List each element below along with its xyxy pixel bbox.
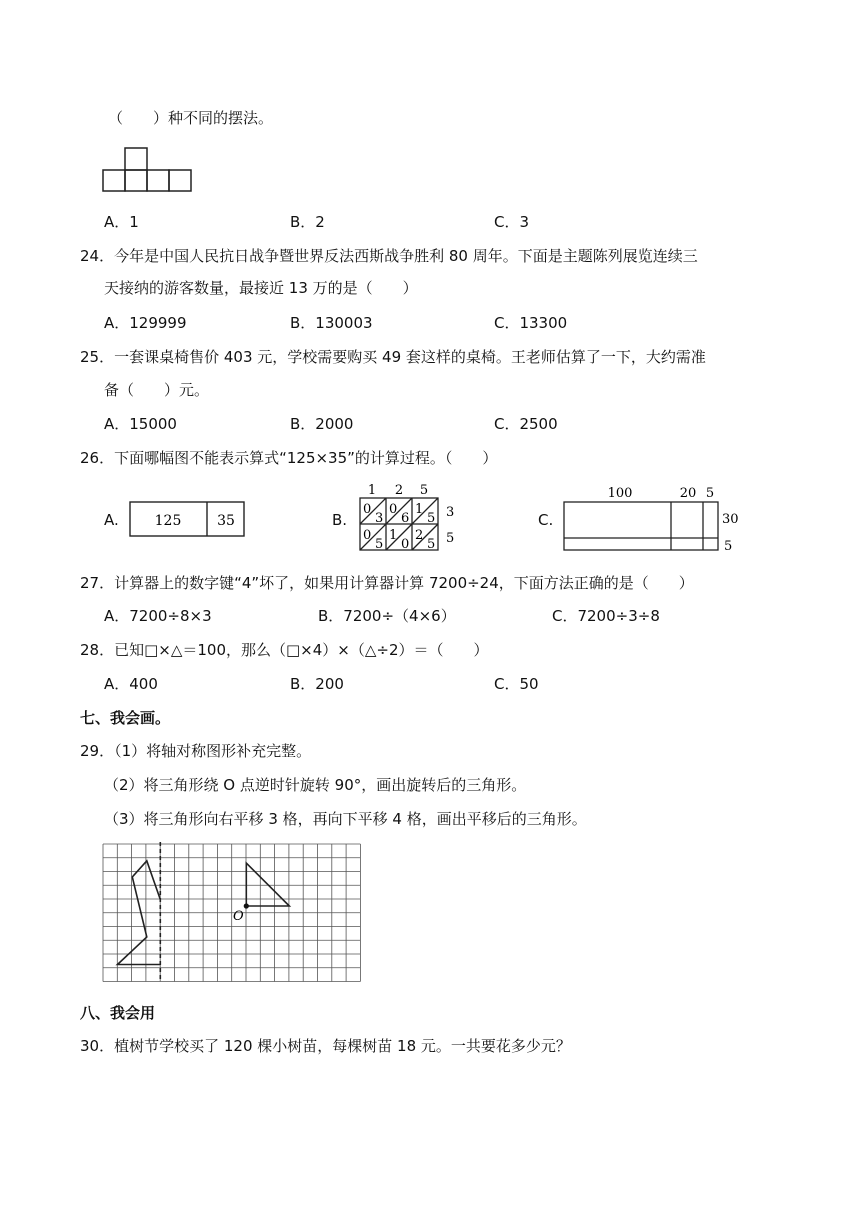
q24-option-b: B．130003: [290, 314, 373, 332]
q28-option-a: A．400: [104, 675, 158, 693]
fig-a-35: 35: [217, 513, 235, 529]
section-8-heading: 八、我会用: [80, 1004, 156, 1022]
q24-option-c: C．13300: [494, 314, 568, 332]
section-7-heading: 七、我会画。: [80, 709, 171, 727]
fig-b-top-5: 5: [419, 483, 429, 498]
q26-option-c-label: C.: [538, 511, 554, 529]
q28-option-b: B．200: [290, 675, 344, 693]
point-o-label: O: [233, 909, 244, 924]
q25-option-c: C．2500: [494, 415, 558, 433]
q25-option-a: A．15000: [104, 415, 177, 433]
q29-stem-line3: （3）将三角形向右平移 3 格，再向下平移 4 格，画出平移后的三角形。: [104, 810, 587, 828]
fig-b-cell-1-ones: 6: [401, 511, 410, 526]
q27-stem: 27．计算器上的数字键“4”坏了，如果用计算器计算 7200÷24，下面方法正确的是（ ）: [80, 574, 694, 592]
q26-figure-c: [560, 482, 746, 556]
fig-b-cell-2-ones: 5: [427, 511, 436, 526]
q25-stem-line2: 备（ ）元。: [104, 381, 210, 399]
q23-option-a: A．1: [104, 213, 139, 231]
q28-stem: 28．已知□×△＝100，那么（□×4）×（△÷2）＝（ ）: [80, 641, 489, 659]
fig-b-cell-1-tens: 0: [389, 502, 398, 517]
q23-option-b: B．2: [290, 213, 325, 231]
q29-stem-line2: （2）将三角形绕 O 点逆时针旋转 90°，画出旋转后的三角形。: [104, 776, 527, 794]
point-o-dot: [244, 903, 249, 908]
q29-drawing-grid: [100, 842, 365, 982]
fig-c-top-5: 5: [705, 486, 715, 501]
q24-stem-line2: 天接纳的游客数量，最接近 13 万的是（ ）: [104, 279, 418, 297]
q25-stem-line1: 25．一套课桌椅售价 403 元，学校需要购买 49 套这样的桌椅。王老师估算了一下，大约需准: [80, 348, 706, 366]
fig-c-right-5: 5: [724, 539, 733, 554]
triangle-shape: [246, 863, 289, 906]
fig-b-cell-2-tens: 1: [415, 502, 424, 517]
fig-b-cell-5-tens: 2: [415, 528, 424, 543]
fig-b-top-2: 2: [394, 483, 404, 498]
q26-option-a-label: A.: [104, 511, 119, 529]
fig-c-right-30: 30: [722, 512, 739, 527]
fig-c-top-100: 100: [607, 486, 633, 501]
fig-b-cell-5-ones: 5: [427, 537, 436, 552]
q27-option-b: B．7200÷（4×6）: [318, 607, 456, 625]
fig-a-125: 125: [154, 513, 182, 529]
q25-option-b: B．2000: [290, 415, 354, 433]
q27-option-a: A．7200÷8×3: [104, 607, 212, 625]
q26-figure-a: [128, 500, 248, 540]
q24-stem-line1: 24．今年是中国人民抗日战争暨世界反法西斯战争胜利 80 周年。下面是主题陈列展览连续三: [80, 247, 698, 265]
q23-block-figure: [100, 146, 194, 192]
fig-b-cell-4-tens: 1: [389, 528, 398, 543]
q23-stem: （ ）种不同的摆法。: [108, 109, 274, 127]
q27-option-c: C．7200÷3÷8: [552, 607, 660, 625]
fig-b-cell-4-ones: 0: [401, 537, 410, 552]
fig-c-top-20: 20: [679, 486, 697, 501]
q26-figure-b: [354, 480, 460, 556]
q26-stem: 26．下面哪幅图不能表示算式“125×35”的计算过程。（ ）: [80, 449, 498, 467]
q28-option-c: C．50: [494, 675, 539, 693]
q26-option-b-label: B.: [332, 511, 348, 529]
q24-option-a: A．129999: [104, 314, 187, 332]
fig-b-right-5: 5: [446, 531, 455, 546]
q23-option-c: C．3: [494, 213, 530, 231]
fig-b-cell-3-tens: 0: [363, 528, 372, 543]
fig-b-cell-3-ones: 5: [375, 537, 384, 552]
q30-stem: 30．植树节学校买了 120 棵小树苗，每棵树苗 18 元。一共要花多少元？: [80, 1037, 571, 1055]
q29-stem-line1: 29．（1）将轴对称图形补充完整。: [80, 742, 312, 760]
fig-b-cell-0-ones: 3: [375, 511, 384, 526]
fig-b-right-3: 3: [446, 505, 455, 520]
fig-b-cell-0-tens: 0: [363, 502, 372, 517]
fig-b-top-1: 1: [367, 483, 377, 498]
